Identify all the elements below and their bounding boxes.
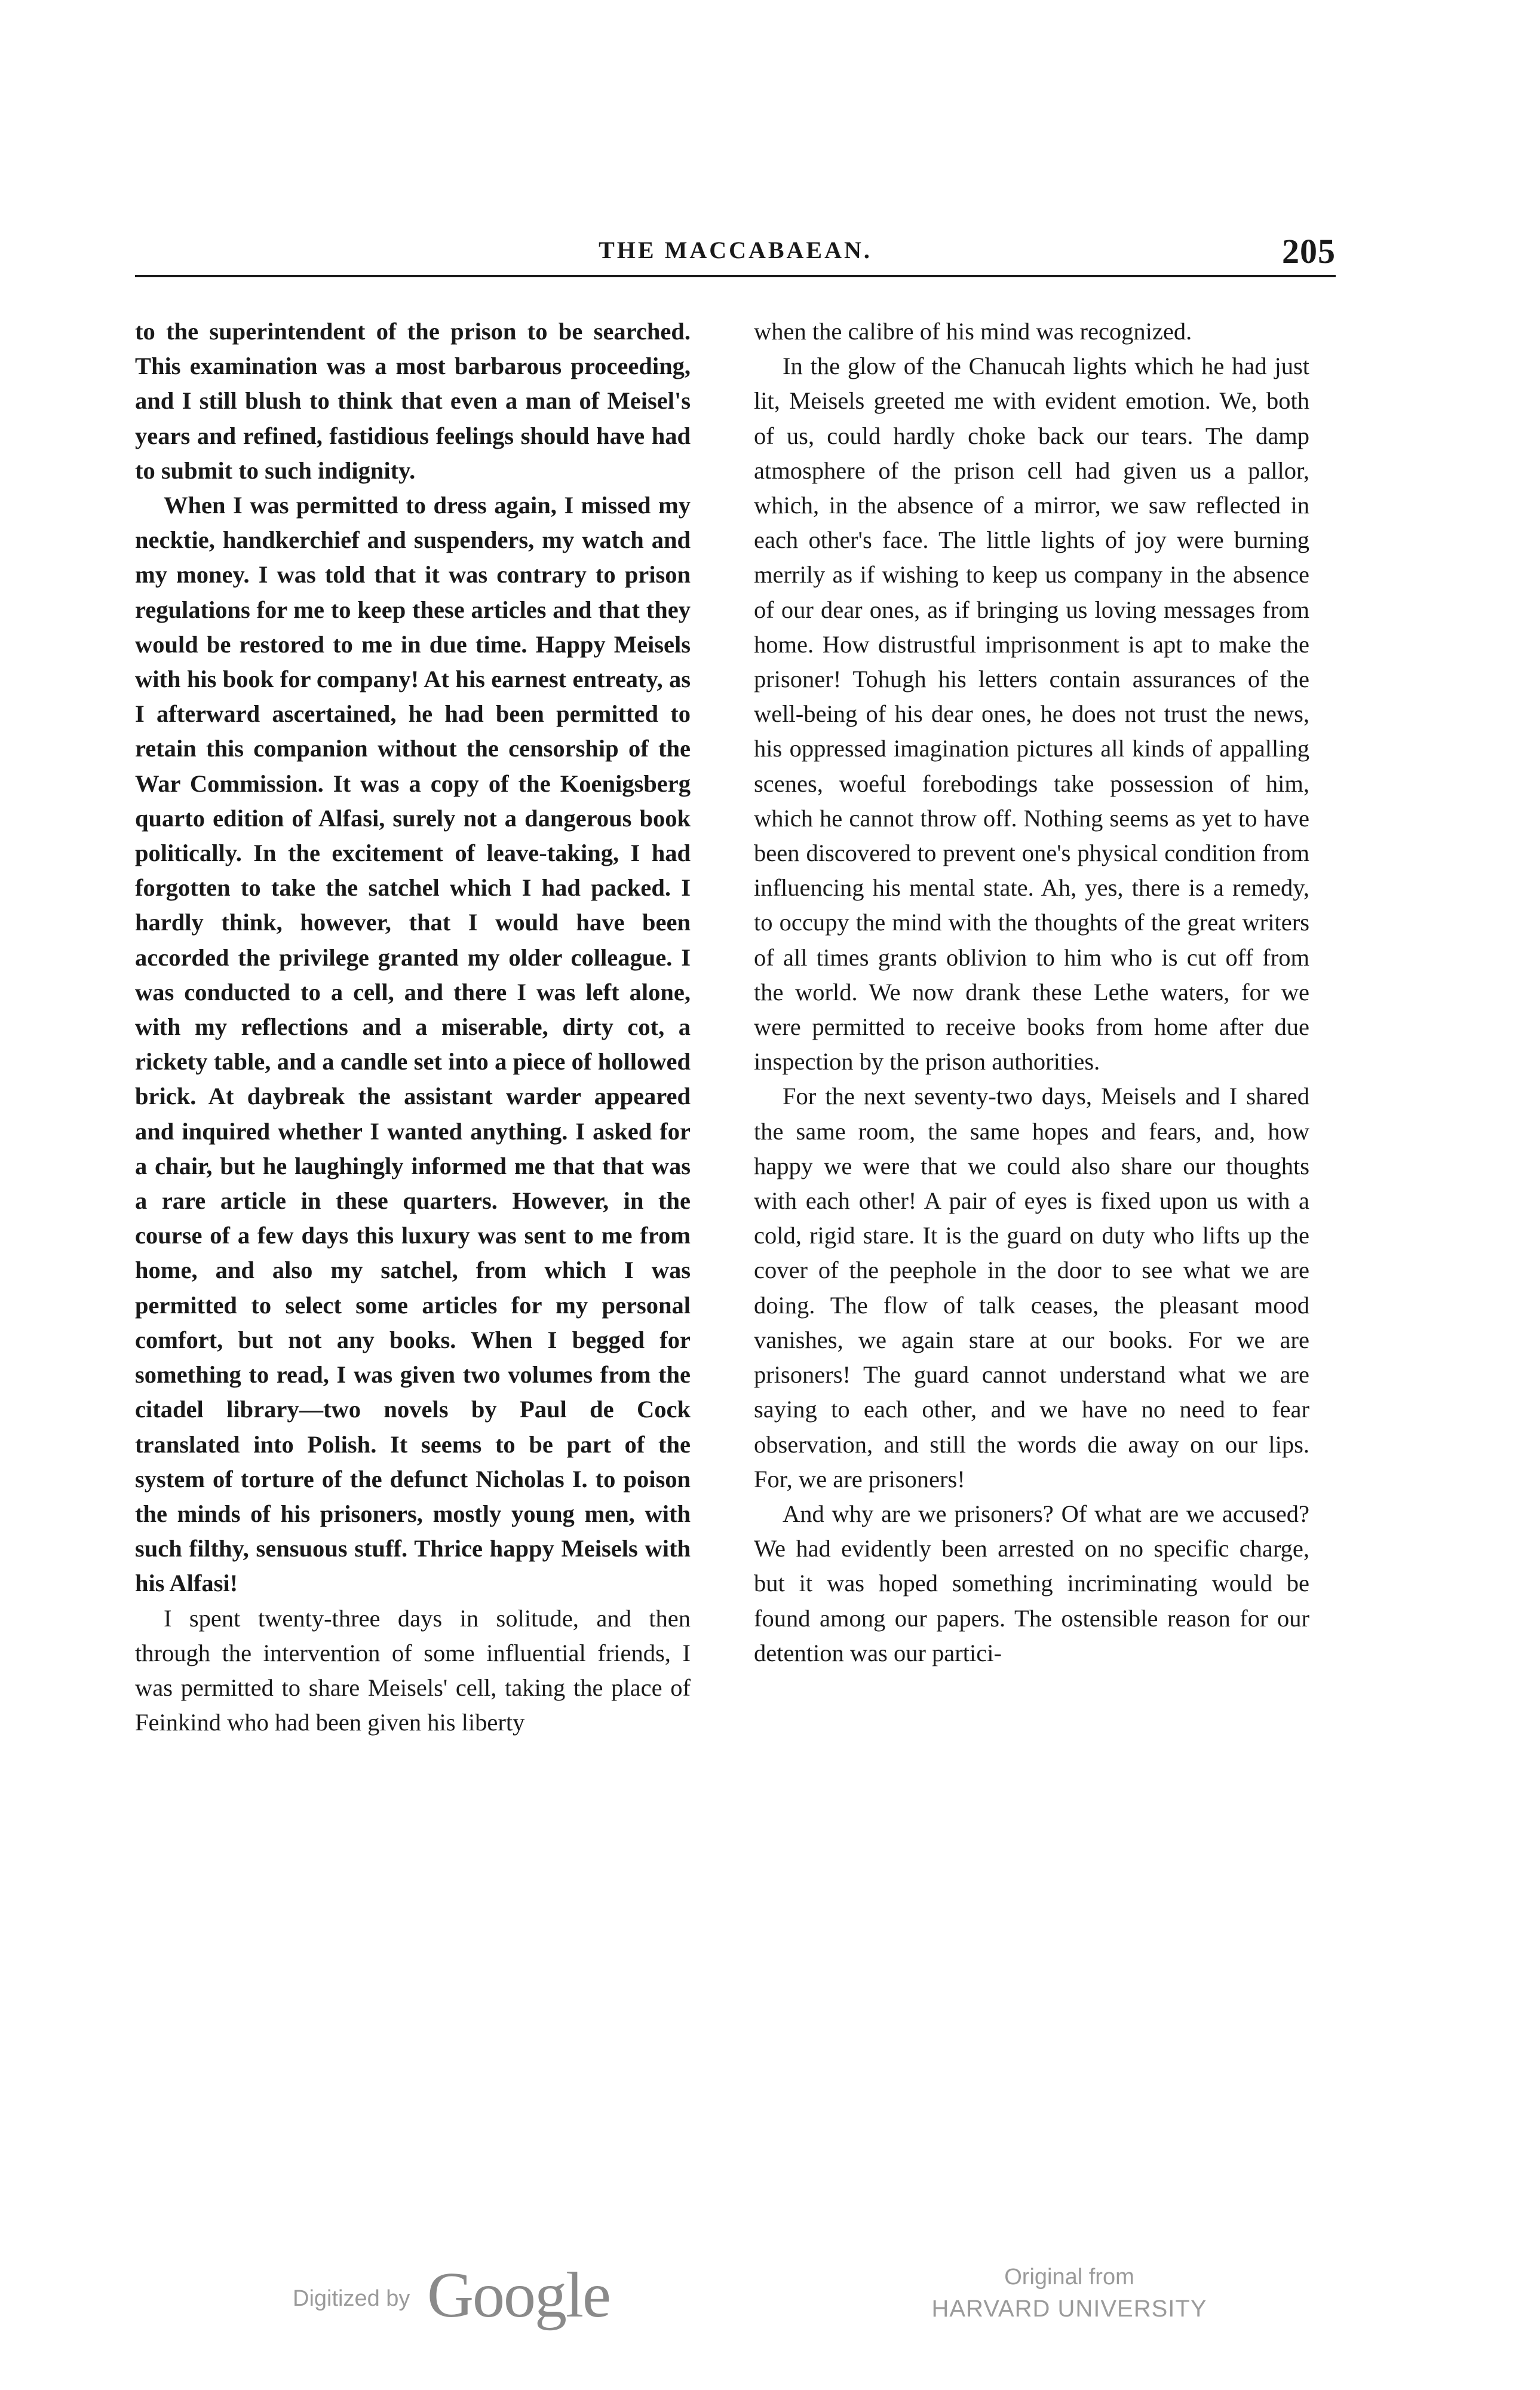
running-head — [135, 232, 1336, 272]
running-title: THE MACCABAEAN. — [599, 237, 872, 263]
paragraph: And why are we prisoners? Of what are we accused? We had evidently been arrested on no specific charge, but it was hoped something incriminating would be found among our papers. The ostensible reason for our detention was our partici- — [754, 1500, 1309, 1666]
digitization-footer — [0, 2259, 1540, 2360]
paragraph: to the superintendent of the prison to be searched. This examination was a most barbarous proceeding, and I still blush to think that even a man of Meisel's years and refined, fastidious feelings should have had to submit to such indignity. — [135, 318, 691, 484]
right-column — [754, 314, 1309, 1671]
header-rule — [135, 275, 1336, 277]
paragraph: When I was permitted to dress again, I missed my necktie, handkerchief and suspenders, my watch and my money. I was told that it was contrary to prison regulations for me to keep these articles and that they would be restored to me in due time. Happy Meisels with his book for company! At his earnest entreaty, as I afterward ascertained, he had been permitted to retain this companion without the censorship of the War Commission. It was a copy of the Koenigsberg quarto edition of Alfasi, surely not a dangerous book politically. In the excitement of leave-taking, I had forgotten to take the satchel which I had packed. I hardly think, however, that I would have been accorded the privilege granted my older colleague. I was conducted to a cell, and there I was left alone, with my reflections and a miserable, dirty cot, a rickety table, and a candle set into a piece of hollowed brick. At daybreak the assistant warder appeared and inquired whether I wanted anything. I asked for a chair, but he laughingly informed me that that was a rare article in these quarters. However, in the course of a few days this luxury was sent to me from home, and also my satchel, from which I was permitted to select some articles for my personal comfort, but not any books. When I begged for something to read, I was given two volumes from the citadel library—two novels by Paul de Cock translated into Polish. It seems to be part of the system of torture of the defunct Nicholas I. to poison the minds of his prisoners, mostly young men, with such filthy, sensuous stuff. Thrice happy Meisels with his Alfasi! — [135, 492, 691, 1597]
paragraph: when the calibre of his mind was recognized. — [754, 318, 1192, 345]
digitized-by-label: Digitized by — [293, 2286, 410, 2311]
page-number: 205 — [1282, 232, 1336, 271]
original-from-label: Original from — [1004, 2265, 1134, 2290]
paragraph: In the glow of the Chanucah lights which he had just lit, Meisels greeted me with evident emotion. We, both of us, could hardly choke back our tears. The damp atmosphere of the prison cell had given us a pallor, which, in the absence of a mirror, we saw reflected in each other's face. The little lights of joy were burning merrily as if wishing to keep us company in the absence of our dear ones, as if bringing us loving messages from home. How distrustful imprisonment is apt to make the prisoner! Tohugh his letters contain assurances of the well-being of his dear ones, he does not trust the news, his oppressed imagination pictures all kinds of appalling scenes, woeful forebodings take possession of him, which he cannot throw off. Nothing seems as yet to have been discovered to prevent one's physical condition from influencing his mental state. Ah, yes, there is a remedy, to occupy the mind with the thoughts of the great writers of all times grants oblivion to him who is cut off from the world. We now drank these Lethe waters, for we were permitted to receive books from home after due inspection by the prison authorities. — [754, 353, 1309, 1076]
google-logo: Google — [427, 2260, 610, 2331]
paragraph: For the next seventy-two days, Meisels and I shared the same room, the same hopes and fears, and, how happy we were that we could also share our thoughts with each other! A pair of eyes is fixed upon us with a cold, rigid stare. It is the guard on duty who lifts up the cover of the peephole in the door to see what we are doing. The flow of talk ceases, the pleasant mood vanishes, we again stare at our books. For we are prisoners! The guard cannot understand what we are saying to each other, and we have no need to fear observation, and still the words die away on our lips. For, we are prisoners! — [754, 1083, 1309, 1493]
left-column — [135, 314, 691, 1740]
institution-label: HARVARD UNIVERSITY — [931, 2296, 1207, 2322]
paragraph: I spent twenty-three days in solitude, and then through the intervention of some influential friends, I was permitted to share Meisels' cell, taking the place of Feinkind who had been given his liberty — [135, 1604, 691, 1736]
